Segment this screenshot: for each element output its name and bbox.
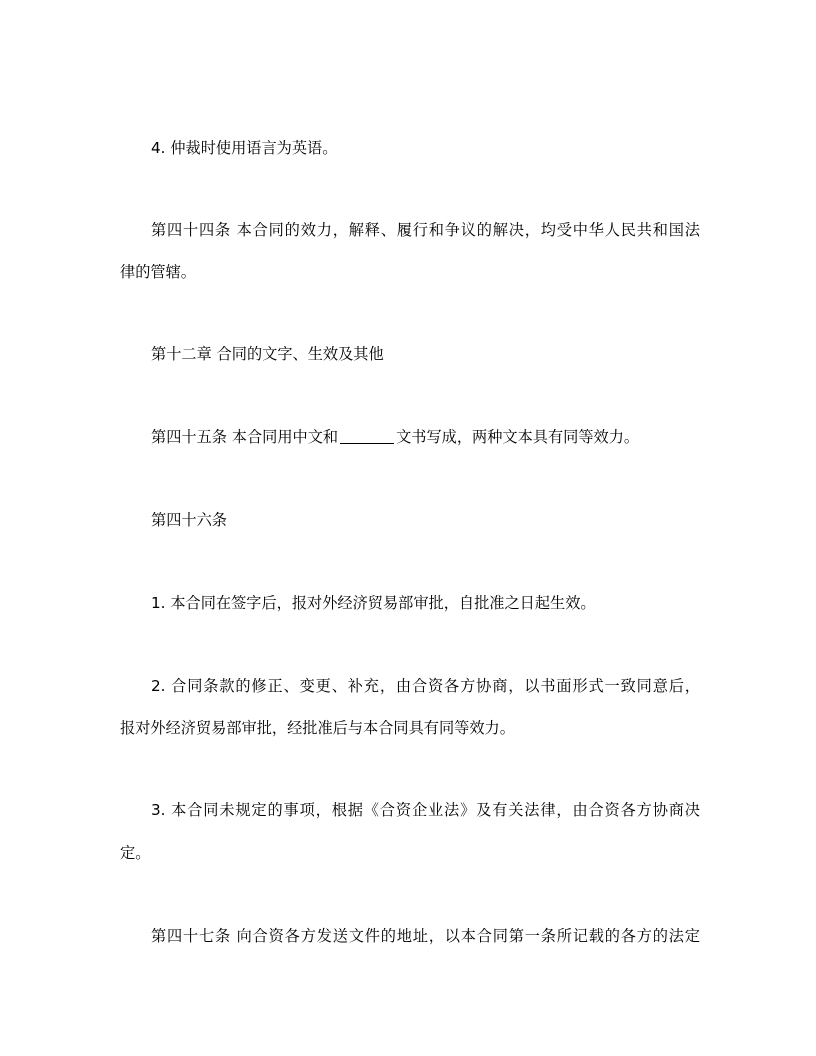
article-46-item-2-line-2: 报对外经济贸易部审批，经批准后与本合同具有同等效力。	[120, 719, 515, 737]
article-47-line-1: 第四十七条 向合资各方发送文件的地址，以本合同第一条所记载的各方的法定	[151, 927, 700, 945]
article-46-item-3-line-2: 定。	[120, 844, 151, 862]
article-44-line-2: 律的管辖。	[120, 263, 196, 281]
article-45-text-start: 第四十五条 本合同用中文和	[151, 428, 339, 446]
article-46-heading: 第四十六条	[151, 511, 227, 529]
chapter-12-heading: 第十二章 合同的文字、生效及其他	[151, 345, 384, 363]
article-44-line-1: 第四十四条 本合同的效力，解释、履行和争议的解决，均受中华人民共和国法	[151, 221, 700, 239]
clause-43-item-4: 4. 仲裁时使用语言为英语。	[151, 139, 338, 157]
article-45-text-end: 文书写成，两种文本具有同等效力。	[396, 428, 640, 446]
language-blank-field	[340, 427, 394, 444]
article-46-item-1: 1. 本合同在签字后，报对外经济贸易部审批，自批准之日起生效。	[151, 594, 596, 612]
article-46-item-2-line-1: 2. 合同条款的修正、变更、补充，由合资各方协商，以书面形式一致同意后，	[151, 677, 700, 695]
article-45	[151, 427, 700, 447]
article-46-item-3-line-1: 3. 本合同未规定的事项，根据《合资企业法》及有关法律，由合资各方协商决	[151, 801, 700, 819]
